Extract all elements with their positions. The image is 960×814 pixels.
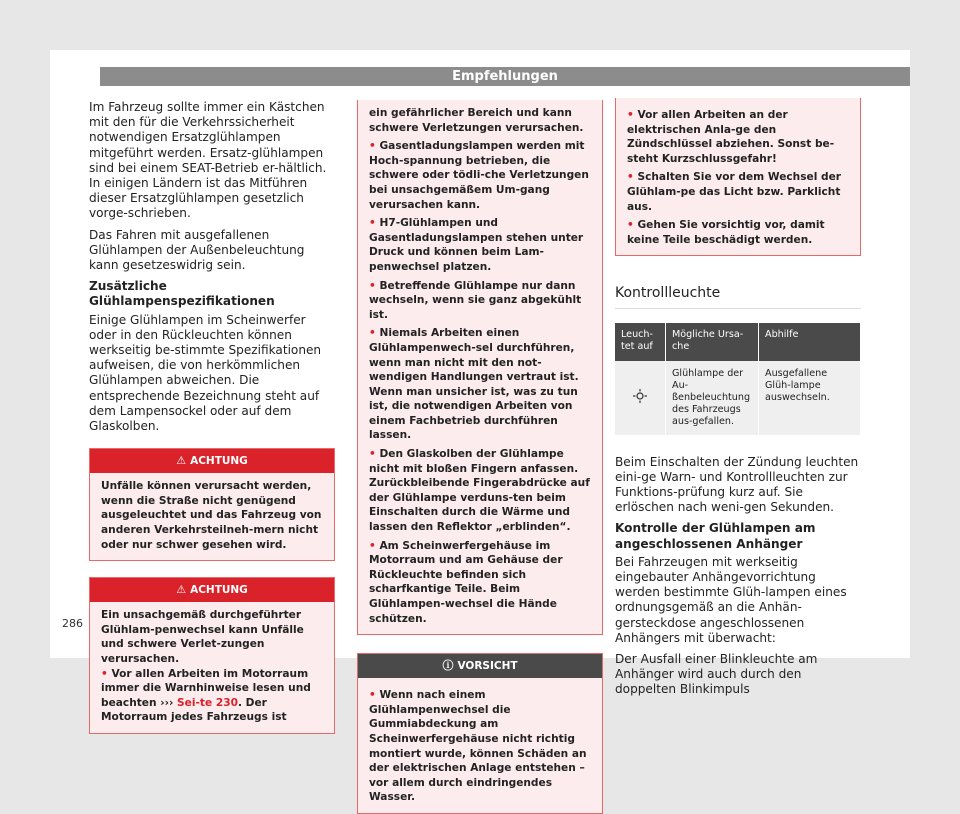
subheading: Zusätzliche Glühlampenspezifikationen xyxy=(89,279,275,309)
bullet-item: • Vor allen Arbeiten an der elektrischen Anla-ge den Zündschlüssel abziehen. Sonst be-steht Kurzschlussgefahr! xyxy=(627,109,835,165)
bullet-item: • H7-Glühlampen und Gasentladungslampen stehen unter Druck und können beim Lam-penwechsel platzen. xyxy=(369,217,584,273)
bullet-icon: • xyxy=(627,171,638,184)
bullet-icon: • xyxy=(369,448,380,461)
bullet-item: • Schalten Sie vor dem Wechsel der Glühlam-pe das Licht bzw. Parklicht aus. xyxy=(627,171,842,213)
warning-header: ⚠ ACHTUNG xyxy=(90,449,334,473)
table-cell-icon xyxy=(615,361,666,435)
bullet-icon: • xyxy=(627,109,638,121)
info-circle-icon: ⓘ xyxy=(442,659,454,673)
page-number: 286 xyxy=(62,617,83,630)
paragraph: Der Ausfall einer Blinkleuchte am Anhänger wird auch durch den doppelten Blinkimpuls xyxy=(615,651,818,697)
warning-text: Unfälle können verursacht werden, wenn die Straße nicht genügend ausgeleuchtet und das Fahrzeug von anderen Verkehrsteilneh-mern nicht oder nur schwer gesehen wird. xyxy=(101,480,322,551)
subheading: Kontrolle der Glühlampen am angeschlossenen Anhänger xyxy=(615,521,816,551)
column-left xyxy=(89,100,335,734)
warning-body xyxy=(90,602,334,733)
warning-text: ein gefährlicher Bereich und kann schwere Verletzungen verursachen. xyxy=(369,107,584,134)
bulb-warning-icon xyxy=(632,388,648,404)
indicator-table xyxy=(615,323,861,435)
table-header: Abhilfe xyxy=(759,323,861,361)
caution-body xyxy=(358,678,602,813)
bullet-icon: • xyxy=(369,327,380,340)
page-header: Empfehlungen xyxy=(100,67,910,86)
bullet-item: • Gehen Sie vorsichtig vor, damit keine Teile beschädigt werden. xyxy=(627,219,825,246)
warning-header: ⚠ ACHTUNG xyxy=(90,578,334,602)
bullet-icon: • xyxy=(627,219,638,232)
section-title: Kontrollleuchte xyxy=(615,286,861,308)
warning-body xyxy=(616,98,860,255)
bullet-item: • Am Scheinwerfergehäuse im Motorraum und am Gehäuse der Rückleuchte befinden sich scharfkantige Teile. Beim Glühlampen-wechsel die Hände schützen. xyxy=(369,539,563,625)
warning-box-continued xyxy=(615,98,861,256)
bullet-item: • Niemals Arbeiten einen Glühlampenwech-sel durchführen, wenn man nicht mit den not-wendigen Handlungen vertraut ist. Wenn man unsicher ist, was zu tun ist, die notwendigen Arbeiten von einem Fachbetrieb durchführen lassen. xyxy=(369,327,579,442)
warning-box-continued xyxy=(357,100,603,635)
bullet-icon: • xyxy=(369,689,380,702)
table-header: Leuch-tet auf xyxy=(615,323,666,361)
caution-header: ⓘ VORSICHT xyxy=(358,654,602,678)
table-row xyxy=(615,361,861,435)
section xyxy=(615,286,861,308)
bullet-icon: • xyxy=(369,279,380,292)
caution-box xyxy=(357,653,603,814)
body-text xyxy=(615,455,861,698)
bullet-icon: • xyxy=(101,667,108,680)
bullet-item: • Den Glaskolben der Glühlampe nicht mit bloßen Fingern anfassen. Zurückbleibende Fingerabdrücke auf der Glühlampe verduns-ten beim Einschalten durch die Wärme und lassen den Reflektor „erblinden“. xyxy=(369,448,590,534)
warning-triangle-icon: ⚠ xyxy=(176,454,187,468)
bullet-item: • Betreffende Glühlampe nur dann wechseln, wenn sie ganz abgekühlt ist. xyxy=(369,279,582,321)
page-link[interactable]: Sei-te 230 xyxy=(177,696,238,709)
column-middle xyxy=(357,100,603,814)
warning-box xyxy=(89,448,335,561)
warning-triangle-icon: ⚠ xyxy=(176,583,187,597)
column-right xyxy=(615,98,861,704)
warning-box xyxy=(89,577,335,734)
warning-bullet: • Vor allen Arbeiten im Motorraum immer die Warnhinweise lesen und beachten ››› Sei-te 230. Der Motorraum jedes Fahrzeugs ist xyxy=(101,667,311,724)
paragraph: Im Fahrzeug sollte immer ein Kästchen mit den für die Verkehrssicherheit notwendigen Ersatzglühlampen mitgeführt werden. Ersatz-glühlampen sind bei einem SEAT-Betrieb er-hältlich. In einigen Ländern ist das Mitführen dieser Ersatzglühlampen gesetzlich vorge-schrieben. xyxy=(89,100,327,221)
bullet-item: • Gasentladungslampen werden mit Hoch-spannung betrieben, die schwere oder tödli-che Verletzungen bei unsachgemäßem Um-gang verursachen kann. xyxy=(369,140,589,211)
bullet-icon: • xyxy=(369,217,380,230)
bullet-icon: • xyxy=(369,140,380,153)
link-arrow-icon: ››› xyxy=(160,696,174,709)
warning-text: Ein unsachgemäß durchgeführter Glühlam-penwechsel kann Unfälle und schwere Verlet-zungen verursachen. xyxy=(101,609,304,666)
bullet-item: • Wenn nach einem Glühlampenwechsel die Gummiabdeckung am Scheinwerfergehäuse nicht richtig montiert wurde, können Schäden an der elektrischen Anlage entstehen – vor allem durch eindringendes Wasser. xyxy=(369,689,587,804)
paragraph: Einige Glühlampen im Scheinwerfer oder in den Rückleuchten können werkseitig be-stimmte Spezifikationen aufweisen, die von herkömmlichen Glühlampen abweichen. Die entsprechende Bezeichnung steht auf dem Lampensockel oder auf dem Glaskolben. xyxy=(89,312,322,434)
paragraph: Beim Einschalten der Zündung leuchten eini-ge Warn- und Kontrollleuchten zur Funktions-prüfung kurz auf. Sie erlöschen nach weni-gen Sekunden. xyxy=(615,454,859,515)
paragraph: Bei Fahrzeugen mit werkseitig eingebauter Anhängevorrichtung werden bestimmte Glüh-lampen eines ordnungsgemäß an die Anhän-gersteckdose angeschlossenen Anhängers mit überwacht: xyxy=(615,554,847,645)
table-cell: Glühlampe der Au-ßenbeleuchtung des Fahrzeugs aus-gefallen. xyxy=(666,361,759,435)
warning-body xyxy=(358,100,602,634)
table-header: Mögliche Ursa-che xyxy=(666,323,759,361)
paragraph: Das Fahren mit ausgefallenen Glühlampen der Außenbeleuchtung kann gesetzeswidrig sein. xyxy=(89,227,305,273)
table-cell: Ausgefallene Glüh-lampe auswechseln. xyxy=(759,361,861,435)
table-header-row xyxy=(615,323,861,361)
bullet-icon: • xyxy=(369,539,380,552)
